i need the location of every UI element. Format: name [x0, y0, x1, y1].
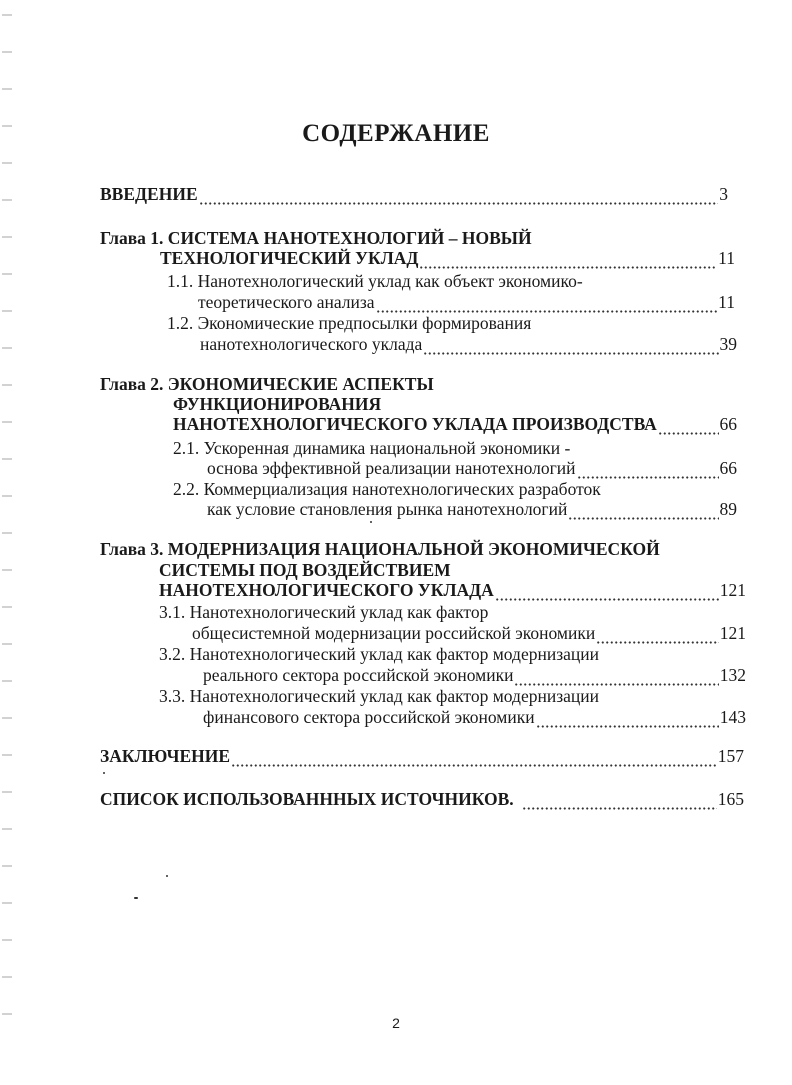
- toc-section-3-1-line2[interactable]: общесистемной модернизации российской экономики 121: [192, 623, 746, 643]
- dot-leader: [199, 191, 719, 205]
- toc-section-3-1-line1[interactable]: 3.1. Нанотехнологический уклад как фактор: [159, 602, 489, 622]
- toc-chapter-3-title-line2[interactable]: СИСТЕМЫ ПОД ВОЗДЕЙСТВИЕМ: [159, 560, 451, 580]
- scan-speck: [103, 772, 105, 774]
- toc-page-number: 121: [719, 580, 746, 600]
- toc-page-number: 121: [719, 623, 746, 643]
- toc-page-number: 11: [718, 248, 735, 268]
- toc-chapter-2-title-line2[interactable]: ФУНКЦИОНИРОВАНИЯ: [173, 394, 382, 414]
- toc-page-number: 89: [719, 499, 737, 519]
- toc-page-number: 157: [717, 746, 744, 766]
- dot-leader: [577, 465, 719, 479]
- scan-speck: [166, 875, 168, 877]
- toc-entry-label: ВВЕДЕНИЕ: [100, 184, 198, 204]
- dot-leader: [568, 506, 718, 520]
- toc-section-2-2-line1[interactable]: 2.2. Коммерциализация нанотехнологических разработок: [173, 479, 601, 499]
- toc-page-number: 66: [719, 458, 737, 478]
- dot-leader: [423, 341, 718, 355]
- toc-chapter-1-title[interactable]: ТЕХНОЛОГИЧЕСКИЙ УКЛАД 11: [160, 248, 735, 268]
- toc-chapter-2-title-line3[interactable]: НАНОТЕХНОЛОГИЧЕСКОГО УКЛАДА ПРОИЗВОДСТВА 66: [173, 414, 737, 434]
- toc-section-1-1-line2[interactable]: теоретического анализа 11: [198, 292, 735, 312]
- toc-section-3-2-line2[interactable]: реального сектора российской экономики 132: [203, 665, 746, 685]
- toc-entry-sources[interactable]: СПИСОК ИСПОЛЬЗОВАНННЫХ ИСТОЧНИКОВ. 165: [100, 789, 744, 809]
- toc-page-number: 132: [719, 665, 746, 685]
- toc-section-2-1-line2[interactable]: основа эффективной реализации нанотехнологий 66: [207, 458, 737, 478]
- toc-chapter-3-title-line3[interactable]: НАНОТЕХНОЛОГИЧЕСКОГО УКЛАДА 121: [159, 580, 746, 600]
- toc-section-3-2-line1[interactable]: 3.2. Нанотехнологический уклад как фактор модернизации: [159, 644, 599, 664]
- toc-page-number: 66: [719, 414, 737, 434]
- scan-speck: [134, 897, 138, 899]
- page-number: 2: [392, 1015, 400, 1031]
- dot-leader: [231, 753, 717, 767]
- toc-page-number: 143: [719, 707, 746, 727]
- dot-leader: [495, 587, 719, 601]
- dot-leader: [536, 714, 719, 728]
- toc-page-number: 11: [718, 292, 735, 312]
- toc-page-number: 39: [719, 334, 737, 354]
- toc-section-3-3-line1[interactable]: 3.3. Нанотехнологический уклад как фактор модернизации: [159, 686, 599, 706]
- dot-leader: [514, 672, 718, 686]
- scan-edge-artifact: [2, 0, 12, 1040]
- dot-leader: [658, 421, 719, 435]
- toc-page-number: 165: [717, 789, 744, 809]
- dot-leader: [522, 796, 717, 810]
- toc-entry-intro[interactable]: [100, 184, 728, 205]
- dot-leader: [596, 630, 719, 644]
- toc-section-1-1-line1[interactable]: 1.1. Нанотехнологический уклад как объект экономико-: [167, 271, 583, 291]
- toc-section-2-1-line1[interactable]: 2.1. Ускоренная динамика национальной экономики -: [173, 438, 571, 458]
- toc-entry-conclusion[interactable]: ЗАКЛЮЧЕНИЕ 157: [100, 746, 744, 766]
- toc-section-3-3-line2[interactable]: финансового сектора российской экономики 143: [203, 707, 746, 727]
- toc-chapter-2-heading[interactable]: Глава 2. ЭКОНОМИЧЕСКИЕ АСПЕКТЫ: [100, 374, 434, 394]
- toc-page-number: 3: [719, 184, 728, 204]
- dot-leader: [376, 299, 718, 313]
- scan-speck: [370, 521, 372, 523]
- toc-section-1-2-line1[interactable]: 1.2. Экономические предпосылки формирования: [167, 313, 532, 333]
- dot-leader: [419, 255, 717, 269]
- page-title: СОДЕРЖАНИЕ: [302, 120, 490, 147]
- toc-section-2-2-line2[interactable]: как условие становления рынка нанотехнологий 89: [207, 499, 737, 519]
- toc-chapter-1-heading[interactable]: Глава 1. СИСТЕМА НАНОТЕХНОЛОГИЙ – НОВЫЙ: [100, 228, 532, 248]
- toc-chapter-3-heading[interactable]: Глава 3. МОДЕРНИЗАЦИЯ НАЦИОНАЛЬНОЙ ЭКОНОМИЧЕСКОЙ: [100, 539, 660, 559]
- toc-section-1-2-line2[interactable]: нанотехнологического уклада 39: [200, 334, 737, 354]
